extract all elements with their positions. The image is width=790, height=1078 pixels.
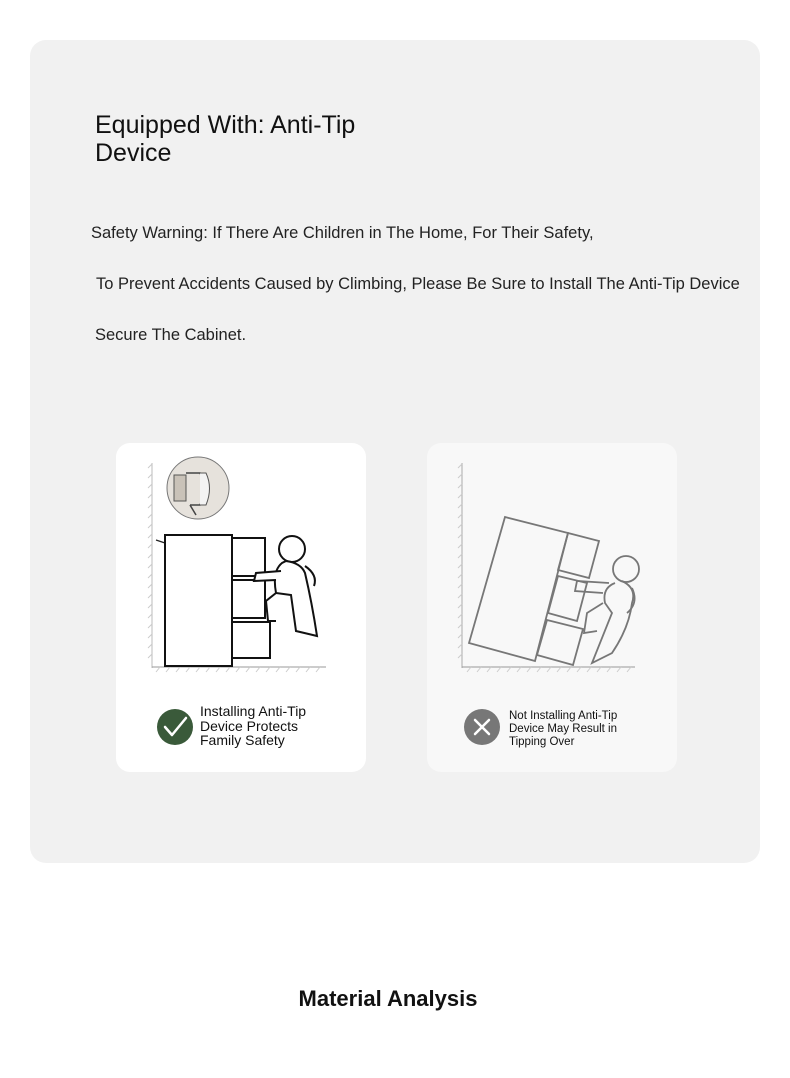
anti-tip-missing-card (427, 443, 677, 772)
material-analysis-heading: Material Analysis (298, 986, 478, 1011)
safety-warning-line-2: To Prevent Accidents Caused by Climbing, Please Be Sure to Install The Anti-Tip Device (96, 275, 740, 293)
cross-icon (464, 709, 500, 745)
cabinet-tipping-over-illustration (427, 443, 677, 683)
check-icon (157, 709, 193, 745)
installed-caption: Installing Anti-Tip Device Protects Family Safety (200, 703, 307, 748)
anti-tip-installed-card (116, 443, 366, 772)
not-installed-caption: Not Installing Anti-Tip Device May Result in Tipping Over (509, 710, 618, 748)
safety-warning-line-1: Safety Warning: If There Are Children in The Home, For Their Safety, (91, 224, 594, 242)
child-climbing-secured-cabinet-illustration (116, 443, 366, 683)
page-title: Equipped With: Anti-Tip Device (95, 111, 356, 167)
safety-warning-line-3: Secure The Cabinet. (95, 326, 247, 344)
